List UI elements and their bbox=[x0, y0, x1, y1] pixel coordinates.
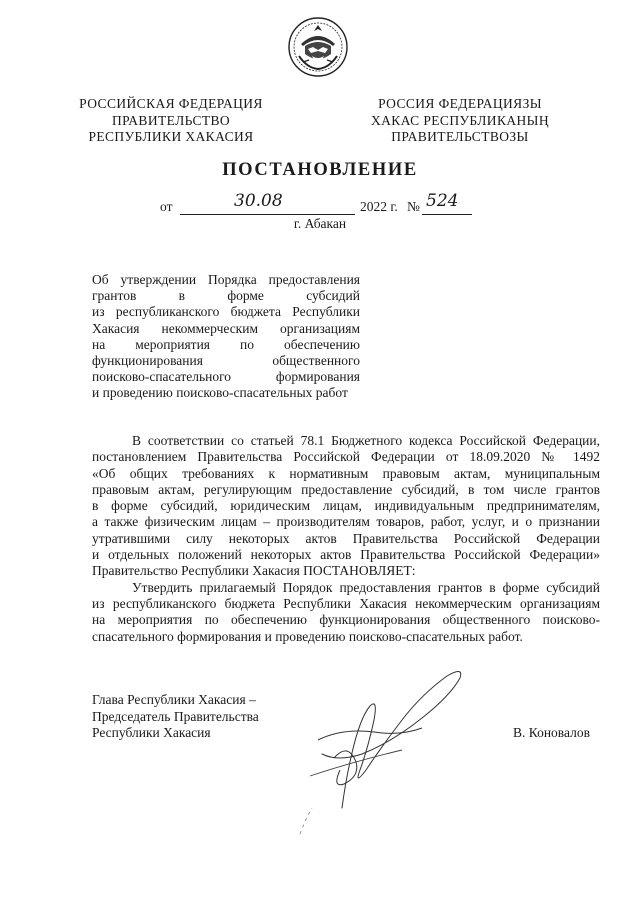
subject-line: и проведению поисково-спасательных работ bbox=[92, 385, 348, 401]
header-right-line: ПРАВИТЕЛЬСТВОЗЫ bbox=[391, 129, 529, 144]
body-line: Утвердить прилагаемый Порядок предоставления грантов в форме субсидий bbox=[132, 579, 600, 595]
subject-line: Об утверждении Порядка предоставления bbox=[92, 272, 360, 287]
header-left-line: ПРАВИТЕЛЬСТВО bbox=[111, 112, 231, 128]
body-line: правовым актам, регулирующим предоставление субсидий, в том числе грантов bbox=[92, 481, 600, 497]
from-label: от bbox=[160, 199, 173, 214]
signatory-title-line: Глава Республики Хакасия – bbox=[92, 692, 256, 707]
body-line: Правительство Республики Хакасия ПОСТАНОВЛЯЕТ: bbox=[92, 563, 416, 579]
date-underline bbox=[180, 214, 355, 215]
header-left-block bbox=[76, 96, 266, 146]
handwritten-number: 524 bbox=[426, 191, 459, 211]
body-line: В соответствии со статьей 78.1 Бюджетного кодекса Российской Федерации, bbox=[132, 433, 600, 448]
body-line: а также физическим лицам – производителям товаров, работ, услуг, и о признании bbox=[92, 514, 600, 530]
header-right-block bbox=[365, 96, 555, 146]
handwritten-signature bbox=[282, 658, 472, 838]
signatory-name: В. Коновалов bbox=[513, 725, 590, 740]
header-left-line: РОССИЙСКАЯ ФЕДЕРАЦИЯ bbox=[79, 96, 263, 111]
subject-block bbox=[92, 272, 360, 402]
subject-line: на мероприятия по обеспечению bbox=[92, 336, 360, 352]
number-label: № bbox=[407, 199, 420, 214]
number-underline bbox=[422, 214, 472, 215]
body-line: утратившими силу некоторых актов Правительства Российской Федерации bbox=[92, 530, 600, 546]
body-line: спасательного формирования и проведению поисково-спасательных работ. bbox=[92, 628, 523, 644]
signatory-title-line: Республики Хакасия bbox=[92, 725, 211, 740]
subject-line: Хакасия некоммерческим организациям bbox=[92, 320, 360, 336]
date-number-line bbox=[160, 191, 490, 217]
body-line: на мероприятия по обеспечению функционирования общественного поисково- bbox=[92, 612, 600, 628]
subject-line: поисково-спасательного формирования bbox=[92, 369, 360, 385]
subject-line: из республиканского бюджета Республики bbox=[92, 304, 360, 320]
city-line: г. Абакан bbox=[293, 216, 347, 231]
coat-of-arms-emblem bbox=[287, 16, 349, 78]
body-line: «Об общих требованиях к нормативным правовым актам, муниципальным bbox=[92, 465, 600, 481]
body-text bbox=[92, 433, 600, 645]
header-right-line: РОССИЯ ФЕДЕРАЦИЯЗЫ bbox=[378, 96, 542, 111]
subject-line: грантов в форме субсидий bbox=[92, 288, 360, 304]
body-line: в форме субсидий, юридическим лицам, индивидуальным предпринимателям, bbox=[92, 498, 600, 514]
header-left-line: РЕСПУБЛИКИ ХАКАСИЯ bbox=[88, 129, 254, 144]
signatory-title-line: Председатель Правительства bbox=[92, 708, 259, 724]
handwritten-date: 30.08 bbox=[234, 191, 283, 211]
body-line: и отдельных положений некоторых актов Правительства Российской Федерации» bbox=[92, 547, 600, 563]
subject-line: функционирования общественного bbox=[92, 353, 360, 369]
header-right-line: ХАКАС РЕСПУБЛИКАНЫҢ bbox=[371, 112, 549, 128]
document-type-title: ПОСТАНОВЛЕНИЕ bbox=[222, 160, 418, 180]
body-line: из республиканского бюджета Республики Хакасия некоммерческим организациям bbox=[92, 595, 600, 611]
year-text: 2022 г. bbox=[360, 199, 398, 214]
body-line: постановлением Правительства Российской Федерации от 18.09.2020 № 1492 bbox=[92, 449, 600, 465]
signatory-title bbox=[92, 692, 259, 742]
